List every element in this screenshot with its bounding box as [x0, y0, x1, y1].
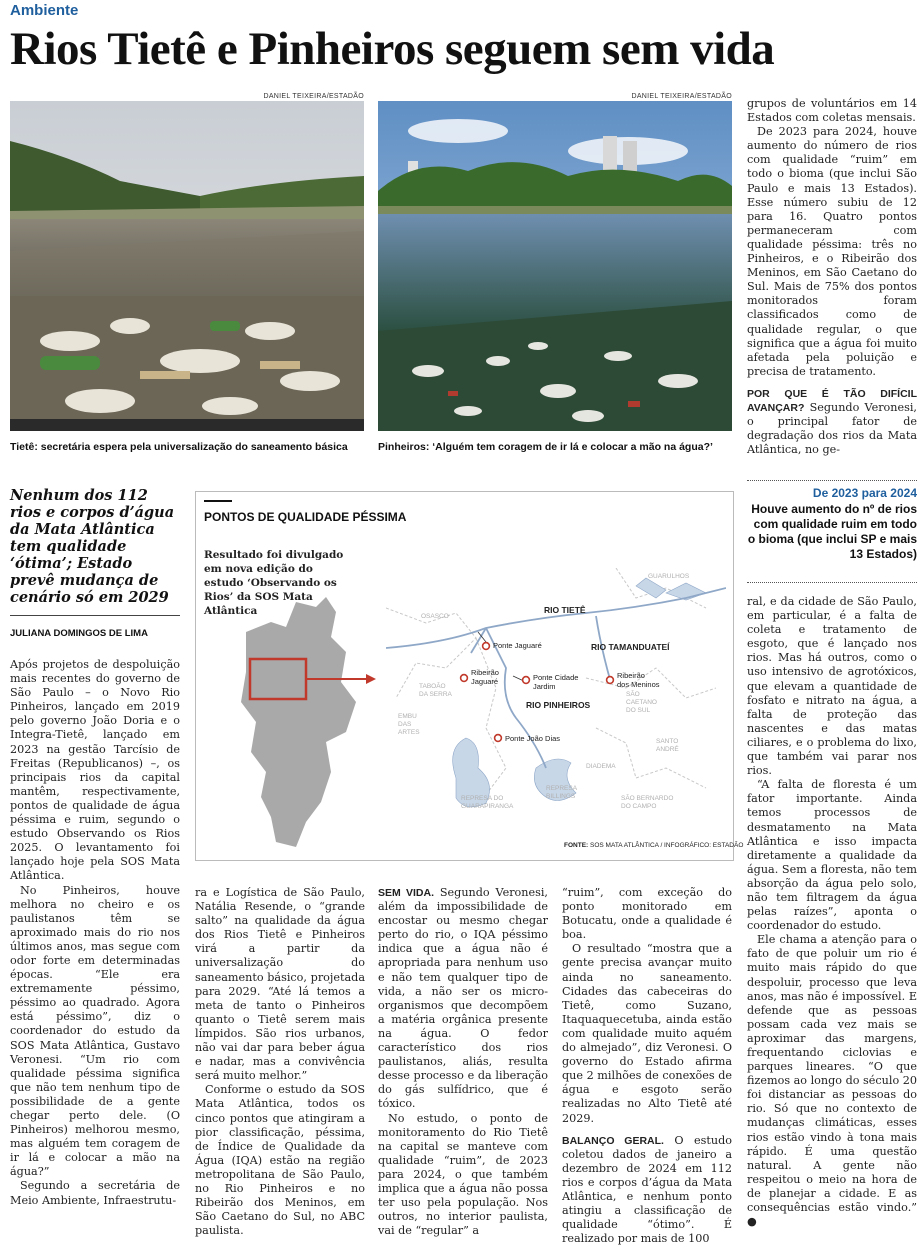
- city-label: OSASCO: [421, 613, 449, 620]
- article-column-2: [195, 886, 365, 1238]
- paragraph: [747, 387, 917, 457]
- infographic-title: PONTOS DE QUALIDADE PÉSSIMA: [204, 510, 407, 524]
- point-label-line: Ribeirão: [471, 668, 499, 677]
- point-label-line: dos Meninos: [617, 680, 660, 689]
- paragraph: [378, 886, 548, 1112]
- photo-credit: DANIEL TEIXEIRA/ESTADÃO: [263, 93, 364, 100]
- paragraph: “ruim”, com exceção do ponto monitorado em Botucatu, onde a qualidade é boa.: [562, 886, 732, 942]
- city-label: [656, 738, 679, 753]
- reservoir-label-line: REPRESA DO: [461, 795, 504, 802]
- reservoir-label-line: BILLINGS: [546, 793, 576, 800]
- paragraph: Conforme o estudo da SOS Mata Atlântica, todos os cinco pontos que atingiram a pior classificação, péssima, de Índice de Qualidade da Água (IQA) estão na região metropolitana de São Paulo, no Rio Pinheiros e no Ribeirão dos Meninos, em São Caetano do Sul, no ABC paulista.: [195, 1083, 365, 1238]
- state-map: [226, 592, 386, 852]
- reservoir-label: [546, 785, 578, 800]
- city-label-line: EMBU: [398, 713, 417, 720]
- point-label: Ponte Jaguaré: [493, 641, 542, 650]
- article-column-5-bottom: [747, 595, 917, 1229]
- city-label: DIADEMA: [586, 763, 616, 770]
- subhead-kicker: SEM VIDA.: [378, 887, 434, 899]
- city-label-line: DAS: [398, 721, 412, 728]
- divider: [747, 582, 917, 583]
- city-label-line: SÃO BERNARDO: [621, 795, 674, 802]
- paragraph: “A falta de floresta é um fator importante. Ainda temos processos de desmatamento na Mata Atlântica e isso impacta diretamente a qualidade da água. Sem a floresta, não tem absorção da água pelo solo, não tem filtragem da água pelas raízes”, aponta o coordenador do estudo.: [747, 778, 917, 933]
- paragraph: Segundo a secretária de Meio Ambiente, Infraestrutu-: [10, 1179, 180, 1207]
- divider: [204, 500, 232, 502]
- paragraph: No estudo, o ponto de monitoramento do Rio Tietê na capital se manteve com qualidade “ruim”, de 2023 para 2024, o que também implica que a água não possa ter uso pela população. Nos outros, no interior paulista, vai de “regular” a: [378, 1111, 548, 1238]
- infographic-box: [195, 491, 744, 861]
- city-label-line: CAETANO: [626, 699, 657, 706]
- paragraph-text: Segundo Veronesi, o principal fator de degradação dos rios da Mata Atlântica, no ge-: [747, 400, 917, 457]
- point-label: Ponte João Dias: [505, 734, 561, 743]
- paragraph: grupos de voluntários em 14 Estados com coletas mensais.: [747, 97, 917, 125]
- infographic-source: [564, 842, 743, 849]
- subhead-kicker: BALANÇO GERAL.: [562, 1134, 664, 1147]
- highlight-date: De 2023 para 2024: [812, 486, 917, 500]
- point-label-line: Jardim: [533, 682, 556, 691]
- divider: [747, 480, 917, 481]
- reservoir-label-line: GUARAPIRANGA: [461, 803, 514, 810]
- city-label: GUARULHOS: [648, 573, 690, 580]
- article-column-1: [10, 658, 180, 1208]
- paragraph: ral, e da cidade de São Paulo, em particular, é a falta de coleta e tratamento de esgoto, que é lançado nos rios. Mas há outros, como o uso intensivo de agrotóxicos, que elevam a quantidade de fosfato e nitrato na água, a falta de proteção das nascentes e das matas ciliares, e o problema do lixo, que também vai parar nos rios.: [747, 595, 917, 778]
- highlight-text: Houve aumento do nº de rios com qualidade ruim em todo o bioma (que inclui SP e mais 13 Estados): [747, 502, 917, 561]
- city-label-line: SÃO: [626, 691, 640, 698]
- lead-summary: Nenhum dos 112 rios e corpos d’água da Mata Atlântica tem qualidade ‘ótima’; Estado prevê mudança de cenário só em 2029: [10, 487, 175, 606]
- city-label-line: DA SERRA: [419, 691, 452, 698]
- photo-tiete: [10, 101, 364, 431]
- paragraph: O resultado “mostra que a gente precisa avançar muito ainda no saneamento. Cidades das cabeceiras do Tietê, como Suzano, Itaquaquecetuba, ainda estão com qualidade muito aquém do almejado”, diz Veronesi. O governo do Estado afirma que 2 milhões de conexões de água e esgoto serão realizadas no Alto Tietê até 2029.: [562, 942, 732, 1125]
- point-label-line: Jaguaré: [471, 677, 499, 686]
- byline: JULIANA DOMINGOS DE LIMA: [10, 628, 148, 639]
- paragraph: De 2023 para 2024, houve aumento do número de rios com qualidade “ruim” em todo o bioma (que inclui São Paulo e mais 13 Estados). Esse número subiu de 12 para 16. Quatro pontos permaneceram com qualidade péssima: três no Pinheiros, e o Ribeirão dos Meninos, em São Caetano do Sul. Mais de 75% dos pontos monitorados foram classificados como de qualidade regular, o que significa que a água foi muito afetada pela poluição e precisa de tratamento.: [747, 125, 917, 378]
- article-column-5-top: [747, 97, 917, 457]
- paragraph: No Pinheiros, houve melhora no cheiro e os paulistanos têm se aproximado mais do rio nos últimos anos, mas segue com odor forte em determinadas épocas. “Ele era extremamente péssimo, péssimo ao quadrado. Agora está péssimo”, diz o coordenador do estudo da SOS Mata Atlântica, Gustavo Veronesi. “Um rio com qualidade péssima significa que não tem nenhum tipo de possibilidade de a gente chegar perto dele. (O Pinheiros) melhorou mesmo, mas alguém tem coragem de ir lá e colocar a mão na água?”: [10, 883, 180, 1179]
- point-label: [471, 668, 499, 686]
- city-label-line: SANTO: [656, 738, 679, 745]
- paragraph-text: Segundo Veronesi, além da impossibilidade de encostar ou mesmo chegar perto do rio, o IQA péssimo indica que a água não é apropriada para nenhum uso e não tem qualquer tipo de vida, a não ser os micro-organismos que decompõem a matéria orgânica presente na água. O fedor característico dos rios paulistanos, aliás, resulta desse processo e da liberação do gás sulfídrico, que é tóxico.: [378, 886, 548, 1111]
- point-label-line: Ponte Cidade: [533, 673, 579, 682]
- point-label-line: Ribeirão: [617, 671, 645, 680]
- paragraph: [562, 1134, 732, 1246]
- infographic-subtitle: Resultado foi divulgado em nova edição do estudo ‘Observando os Rios’ da SOS Mata Atlântica: [204, 549, 344, 617]
- city-label-line: DO CAMPO: [621, 803, 657, 810]
- paragraph: Após projetos de despoluição mais recentes do governo de São Paulo – o Novo Rio Pinheiros, lançado em 2019 pelo governo João Doria e o Integra-Tietê, lançado em 2023 na gestão Tarcísio de Freitas (Republicanos) –, os principais rios da capital mantêm, respectivamente, pontos de qualidade de água péssima e ruim, segundo o estudo Observando os Rios 2025. O levantamento foi lançado hoje pela SOS Mata Atlântica.: [10, 658, 180, 883]
- paragraph-text: O estudo coletou dados de janeiro a dezembro de 2024 em 112 rios e corpos d’água da Mata Atlântica, e nenhum ponto atingiu a classificação de qualidade “ótimo”. É realizado por mais de 100: [562, 1133, 732, 1246]
- river-label: RIO PINHEIROS: [526, 700, 591, 710]
- article-column-4: [562, 886, 732, 1246]
- paragraph: ra e Logística de São Paulo, Natália Resende, o “grande salto” na qualidade da água dos Rios Tietê e Pinheiros virá a partir da universalização do saneamento básico, projetada para 2029. “Até lá temos a meta de tanto o Pinheiros quanto o Tietê serem mais límpidos. São rios urbanos, não vai dar para beber água e nadar, mas a convivência será muito melhor.”: [195, 886, 365, 1083]
- article-column-3: [378, 886, 548, 1238]
- subhead-kicker: POR QUE É TÃO DIFÍCIL AVANÇAR?: [747, 387, 917, 414]
- photo-caption: Tietê: secretária espera pela universalização do saneamento básica: [10, 441, 348, 453]
- photo-caption: Pinheiros: ‘Alguém tem coragem de ir lá e colocar a mão na água?’: [378, 441, 713, 453]
- city-label-line: TABOÃO: [419, 683, 446, 690]
- photo-pinheiros: [378, 101, 732, 431]
- source-label: FONTE:: [564, 842, 589, 849]
- divider: [10, 615, 180, 616]
- river-label: RIO TAMANDUATEÍ: [591, 642, 670, 652]
- city-label-line: ARTES: [398, 729, 420, 736]
- city-label-line: ANDRÉ: [656, 746, 679, 753]
- city-map: [386, 568, 726, 840]
- reservoir-label-line: REPRESA: [546, 785, 578, 792]
- river-label: RIO TIETÊ: [544, 605, 586, 615]
- photo-credit: DANIEL TEIXEIRA/ESTADÃO: [631, 93, 732, 100]
- source-text: SOS MATA ATLÂNTICA / INFOGRÁFICO: ESTADÃO: [590, 842, 744, 849]
- city-label-line: DO SUL: [626, 707, 651, 714]
- headline: Rios Tietê e Pinheiros seguem sem vida: [10, 23, 775, 75]
- paragraph: Ele chama a atenção para o fato de que poluir um rio é muito mais rápido do que despoluir, processo que leva anos, mas não é impossível. E defende que as pessoas possam cada vez mais se aproximar das margens, frequentando ciclovias e parques lineares. “O que fizemos ao longo do século 20 foi distanciar as pessoas do rio. Só que no contexto de mudanças climáticas, esses rios estão vindo à tona mais rápido. É uma questão natural. A gente não respeitou o meio na hora de de planejar a cidade. E as consequências estão vindo.” ●: [747, 933, 917, 1229]
- section-label: Ambiente: [10, 2, 79, 19]
